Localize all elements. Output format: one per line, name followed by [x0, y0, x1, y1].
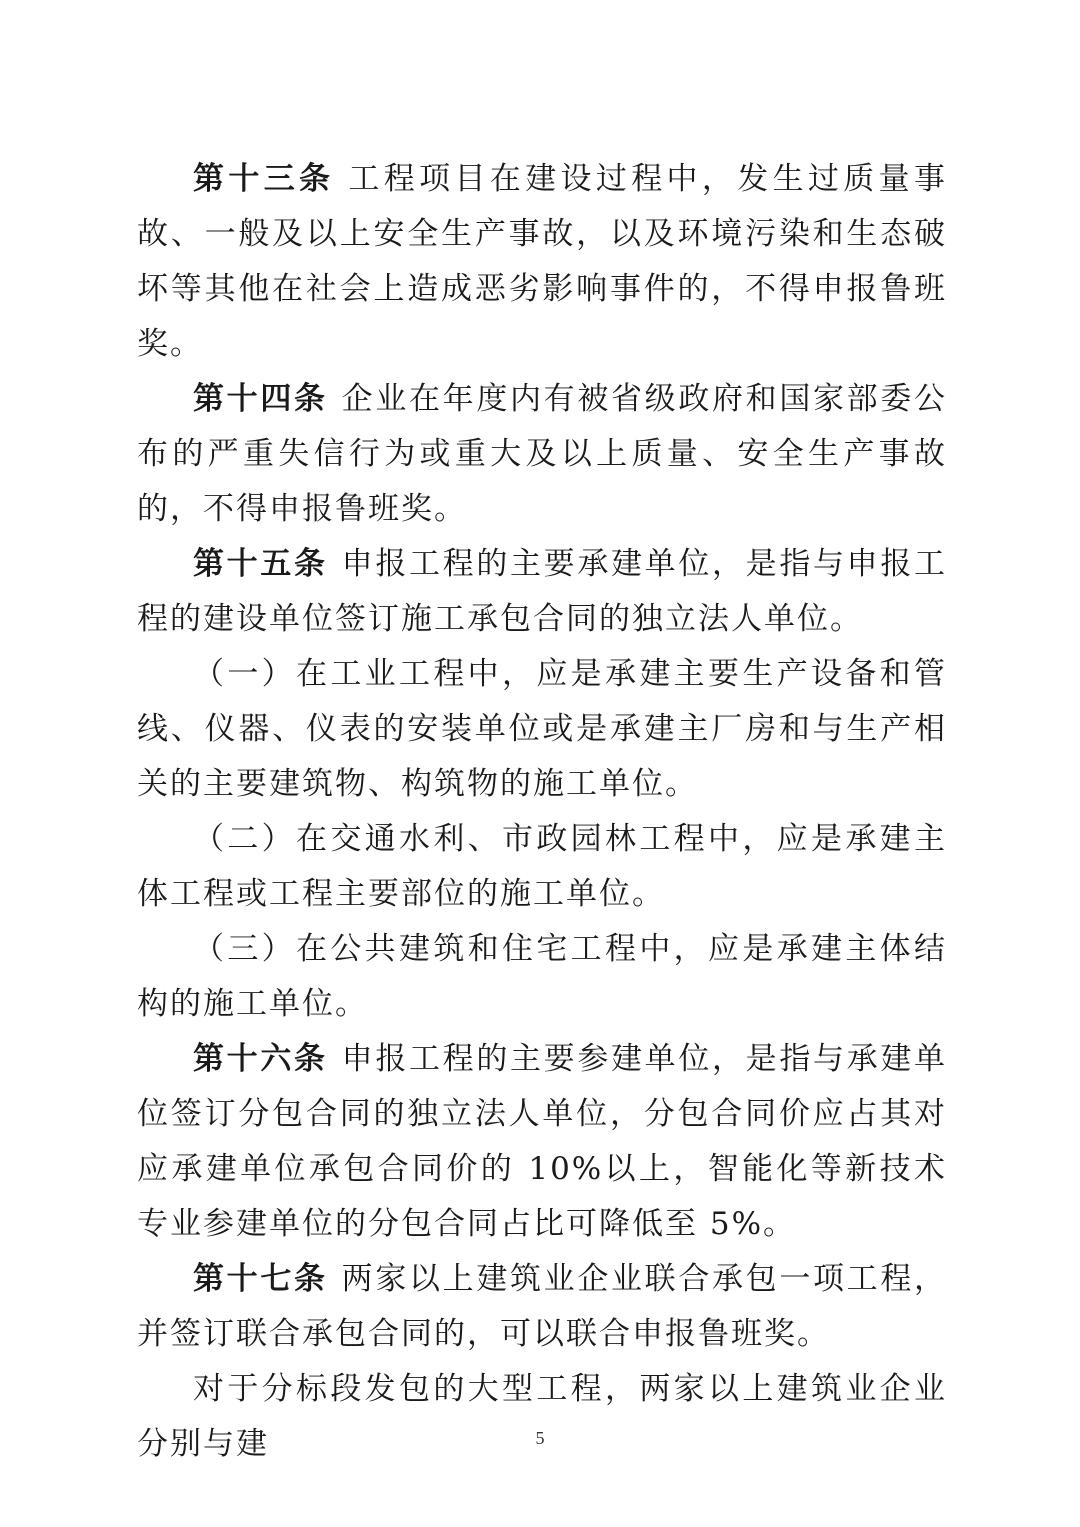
paragraph-text: 申报工程的主要参建单位，是指与承建单位签订分包合同的独立法人单位，分包合同价应占其对应承建单位承包合同价的 10%以上，智能化等新技术专业参建单位的分包合同占比可降低至 5%。 [137, 1041, 948, 1242]
item-1-paragraph [137, 647, 947, 812]
document-body [137, 152, 947, 1472]
article-number: 第十四条 [193, 381, 328, 417]
article-number: 第十六条 [193, 1041, 328, 1077]
article-13-paragraph [137, 152, 947, 372]
article-15-paragraph [137, 537, 947, 647]
continuation-paragraph [137, 1362, 947, 1472]
paragraph-text: 企业在年度内有被省级政府和国家部委公布的严重失信行为或重大及以上质量、安全生产事故的，不得申报鲁班奖。 [137, 381, 948, 527]
paragraph-text: （一）在工业工程中，应是承建主要生产设备和管线、仪器、仪表的安装单位或是承建主厂房和与生产相关的主要建筑物、构筑物的施工单位。 [137, 656, 947, 802]
item-3-paragraph [137, 922, 947, 1032]
paragraph-text: 工程项目在建设过程中，发生过质量事故、一般及以上安全生产事故，以及环境污染和生态破坏等其他在社会上造成恶劣影响事件的，不得申报鲁班奖。 [137, 161, 948, 362]
paragraph-text: （三）在公共建筑和住宅工程中，应是承建主体结构的施工单位。 [137, 931, 947, 1022]
paragraph-text: （二）在交通水利、市政园林工程中，应是承建主体工程或工程主要部位的施工单位。 [137, 821, 947, 912]
article-14-paragraph [137, 372, 947, 537]
article-number: 第十五条 [193, 546, 328, 582]
article-17-paragraph [137, 1252, 947, 1362]
article-16-paragraph [137, 1032, 947, 1252]
paragraph-text: 申报工程的主要承建单位，是指与申报工程的建设单位签订施工承包合同的独立法人单位。 [137, 546, 948, 637]
article-number: 第十三条 [193, 161, 335, 197]
page-number: 5 [535, 1428, 545, 1448]
item-2-paragraph [137, 812, 947, 922]
paragraph-text: 对于分标段发包的大型工程，两家以上建筑业企业分别与建 [137, 1371, 947, 1462]
article-number: 第十七条 [193, 1261, 328, 1297]
paragraph-text: 两家以上建筑业企业联合承包一项工程，并签订联合承包合同的，可以联合申报鲁班奖。 [137, 1261, 948, 1352]
